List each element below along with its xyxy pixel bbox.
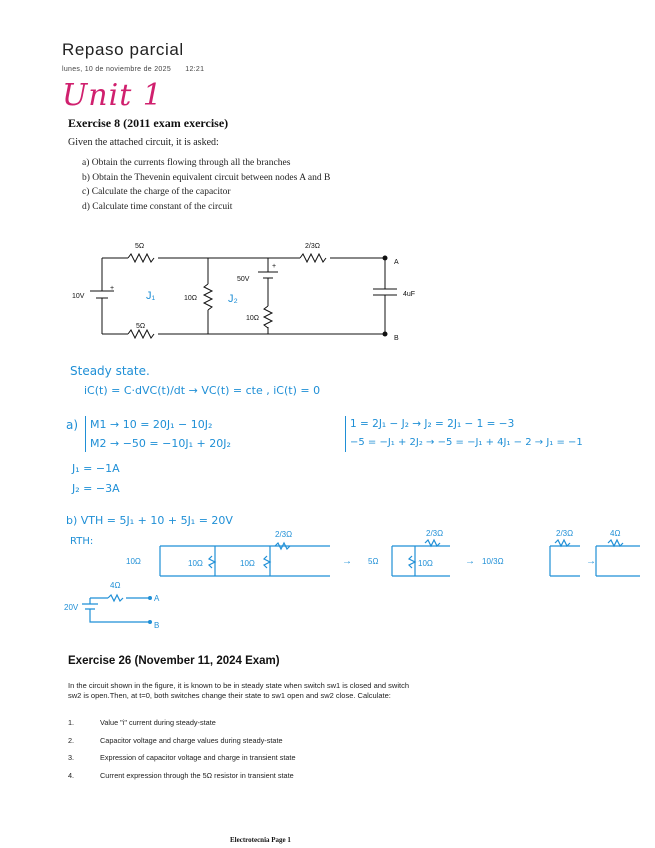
label-source-mid-plus: + [272,263,277,270]
exercise-8-circuit [60,236,420,351]
source-left [90,291,114,298]
resistor-top-left [128,254,154,262]
thevenin-node-b: B [154,621,160,630]
rth-arrow-2: → [465,556,475,567]
rth-label-r10c: 10Ω [240,559,255,568]
label-r-right: 10Ω [246,315,260,322]
note-brace-right [345,416,346,452]
label-source-left-plus: + [110,285,115,292]
exercise-26-item: 3. Expression of capacitor voltage and charge in transient state [68,753,296,762]
rth-arrow-3: → [586,556,596,567]
page-time: 12:21 [185,66,205,73]
rth-label-r23b: 2/3Ω [426,529,444,538]
note-part-b-vth: b) VTH = 5J₁ + 10 + 5J₁ = 20V [66,514,233,527]
exercise-8-item: c) Calculate the charge of the capacitor [82,187,231,197]
resistor-right [264,306,272,328]
note-steady-state: Steady state. [70,364,150,378]
exercise-26-item: 2. Capacitor voltage and charge values during steady-state [68,735,283,745]
note-j2-result: J₂ = −3A [72,482,120,495]
exercise-8-title: Exercise 8 (2011 exam exercise) [68,116,229,130]
exercise-8-intro: Given the attached circuit, it is asked: [68,137,219,148]
rth-label-r10d: 10Ω [418,559,433,568]
note-brace-left [85,416,86,452]
rth-label-r23c: 2/3Ω [556,529,574,538]
thevenin-r4: 4Ω [110,581,121,590]
rth-label-r4: 4Ω [610,529,621,538]
page-footer: Electrotecnia Page 1 [230,836,291,844]
rth-label-r23: 2/3Ω [275,530,293,539]
exercise-8-item: b) Obtain the Thevenin equivalent circuit between nodes A and B [82,172,331,183]
exercise-26-items [68,718,296,788]
page-date: lunes, 10 de noviembre de 2025 [62,66,172,73]
exercise-26-title: Exercise 26 (November 11, 2024 Exam) [68,655,280,667]
unit-heading: Unit 1 [62,78,163,113]
exercise-26-paragraph: In the circuit shown in the figure, it is known to be in steady state when switch sw1 is closed and switch sw2 is open.Then, at t=0, both switches change their state to sw1 open and sw2 close. Calculate: [68,681,410,700]
capacitor [373,289,397,295]
rth-label-r10b: 10Ω [188,559,203,568]
note-rth-label: RTH: [70,536,94,547]
label-r-top-right: 2/3Ω [305,243,320,250]
resistor-mid [204,284,212,310]
note-j1-result: J₁ = −1A [72,462,120,475]
label-loop-1: J₁ [146,290,156,302]
resistor-bottom [128,330,154,338]
source-mid [258,272,278,278]
note-ic-equation: iC(t) = C·dVC(t)/dt → VC(t) = cte , iC(t) = 0 [84,384,321,397]
label-r-top-left: 5Ω [135,243,145,250]
page-title: Repaso parcial [62,40,184,59]
note-system-2: −5 = −J₁ + 2J₂ → −5 = −J₁ + 4J₁ − 2 → J₁ = −1 [350,437,583,448]
exercise-8-item: d) Calculate time constant of the circuit [82,201,233,212]
exercise-8-items [82,156,330,214]
exercise-8-item: a) Obtain the currents flowing through all the branches [82,158,291,168]
note-system-1: 1 = 2J₁ − J₂ → J₂ = 2J₁ − 1 = −3 [350,418,515,430]
label-source-mid: 50V [237,276,250,283]
label-r-bottom: 5Ω [136,323,146,330]
label-source-left: 10V [72,293,85,300]
thevenin-node-a: A [154,594,160,603]
note-part-a-label: a) [66,418,79,432]
label-loop-2: J₂ [228,293,238,305]
thevenin-20v: 20V [64,603,79,612]
node-a-dot [383,256,388,261]
resistor-top-right [300,254,326,262]
label-r-mid: 10Ω [184,295,198,302]
label-capacitor: 4uF [403,291,416,298]
rth-sketches [110,526,650,590]
node-b-dot [383,332,388,337]
rth-label-r10-3: 10/3Ω [482,557,504,566]
note-mesh-2: M2 → −50 = −10J₁ + 20J₂ [90,437,231,450]
note-mesh-1: M1 → 10 = 20J₁ − 10J₂ [90,418,213,431]
page-metadata [62,66,216,73]
rth-arrow-1: → [342,556,352,567]
rth-label-r5: 5Ω [368,557,379,566]
rth-label-r10a: 10Ω [126,557,141,566]
label-node-a: A [394,259,399,266]
label-node-b: B [394,335,399,342]
exercise-26-item: 4. Current expression through the 5Ω resistor in transient state [68,770,294,780]
thevenin-equivalent-sketch [62,578,182,636]
exercise-26-item: 1. Value "i" current during steady-state [68,718,216,727]
